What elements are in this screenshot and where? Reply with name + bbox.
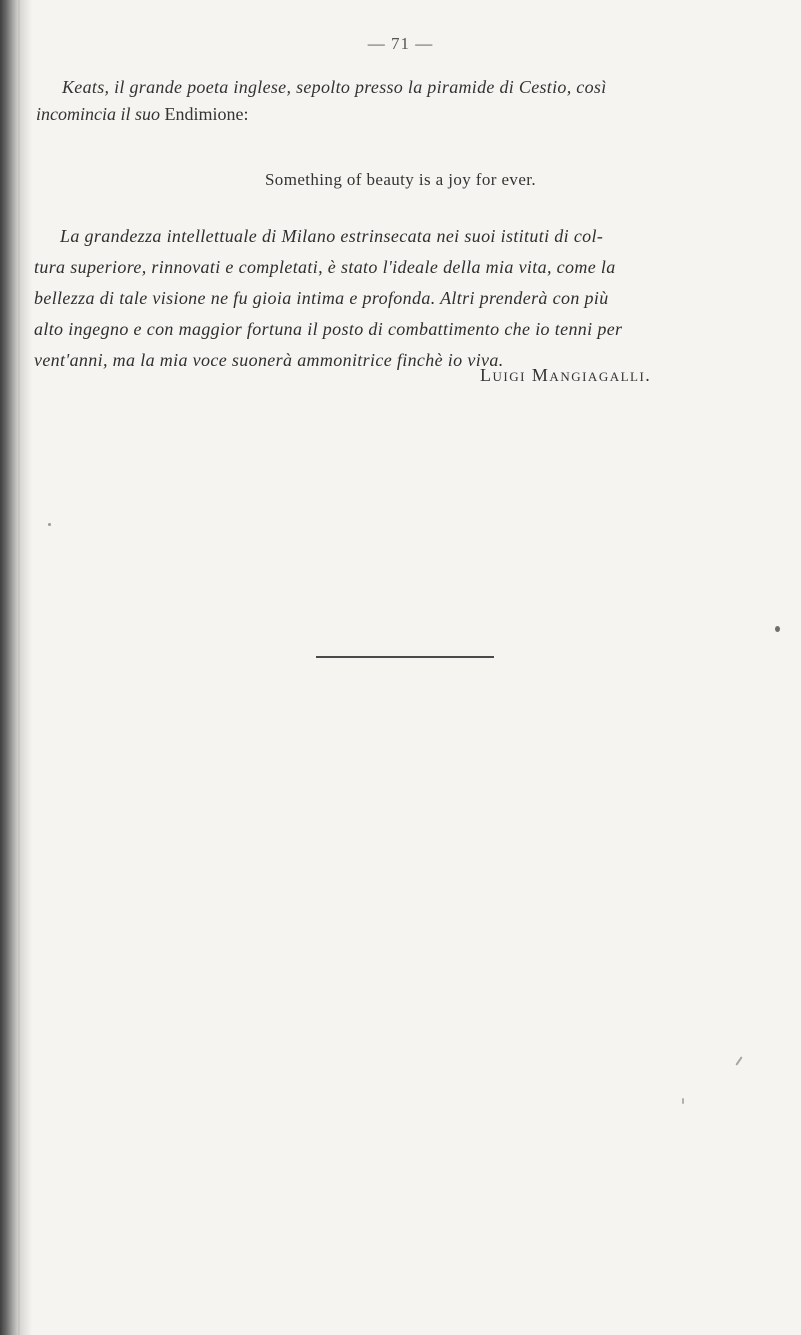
intro-line-2 (36, 104, 249, 124)
paragraph-line: alto ingegno e con maggior fortuna il posto di combattimento che io tenni per (34, 319, 623, 339)
page-number: — 71 — (367, 34, 434, 53)
intro-line-2-text: incomincia il suo (36, 104, 165, 124)
ink-speck (735, 1056, 742, 1065)
binding-shadow (18, 0, 32, 1335)
signature: Luigi Mangiagalli. (480, 365, 652, 385)
paragraph-line: bellezza di tale visione ne fu gioia intima e profonda. Altri prenderà con più (34, 288, 609, 308)
paragraph-line: La grandezza intellettuale di Milano estrinsecata nei suoi istituti di col- (60, 226, 604, 246)
paragraph-line: tura superiore, rinnovati e completati, è stato l'ideale della mia vita, come la (34, 257, 616, 277)
work-title: Endimione (164, 104, 244, 124)
horizontal-rule (316, 656, 494, 658)
keats-quote: Something of beauty is a joy for ever. (264, 170, 537, 189)
intro-line-2-end: : (243, 104, 249, 124)
ink-speck (48, 523, 51, 526)
paragraph-line: vent'anni, ma la mia voce suonerà ammonitrice finchè io viva. (34, 350, 504, 370)
intro-paragraph (36, 74, 791, 128)
binding-edge (0, 0, 20, 1335)
intro-line-1: Keats, il grande poeta inglese, sepolto presso la piramide di Cestio, così (62, 77, 607, 97)
main-paragraph (34, 221, 794, 376)
ink-speck (682, 1098, 684, 1104)
ink-speck (775, 626, 780, 632)
